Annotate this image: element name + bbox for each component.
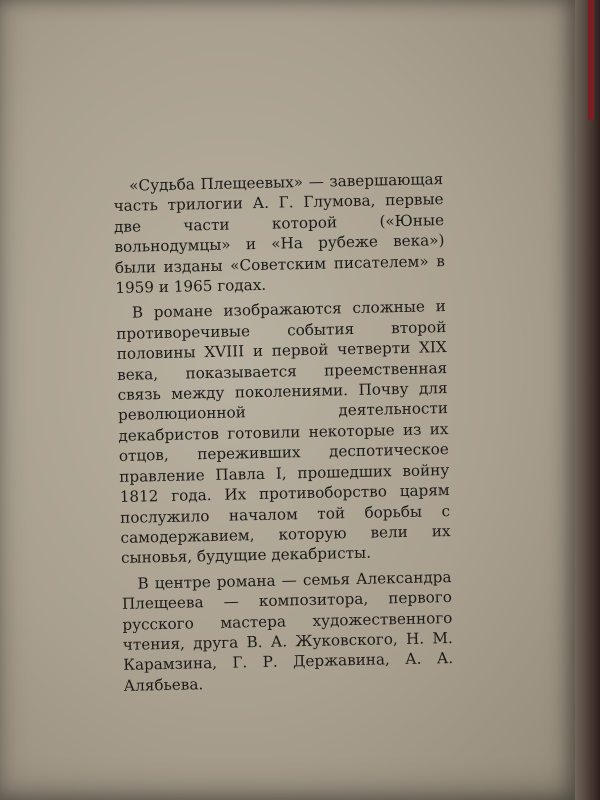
paragraph-main-character: В центре романа — семья Александра Плещеева — композитора, первого русского мастера художественного чтения, друга В. А. Жуковского, Н. М. Карамзина, Г. Р. Державина, А. А. Алябьева. bbox=[121, 567, 454, 695]
annotation-text bbox=[113, 169, 454, 701]
book-edge bbox=[575, 0, 600, 800]
cover-stripe bbox=[588, 0, 594, 120]
paragraph-intro: «Судьба Плещеевых» — завершающая часть трилогии А. Г. Глумова, первые две части которой («Юные вольнодумцы» и «На рубеже века») были изданы «Советским писателем» в 1959 и 1965 годах. bbox=[113, 170, 446, 298]
paragraph-novel-description: В романе изображаются сложные и противоречивые события второй половины XVIII и первой четверти XIX века, показывается преемственная связь между поколениями. Почву для революционной деятельности декабристов готовили некоторые из их отцов, переживших деспотическое правление Павла I, прошедших войну 1812 года. Их противоборство царям послужило началом той борьбы с самодержавием, которую вели их сыновья, будущие декабристы. bbox=[116, 297, 451, 568]
